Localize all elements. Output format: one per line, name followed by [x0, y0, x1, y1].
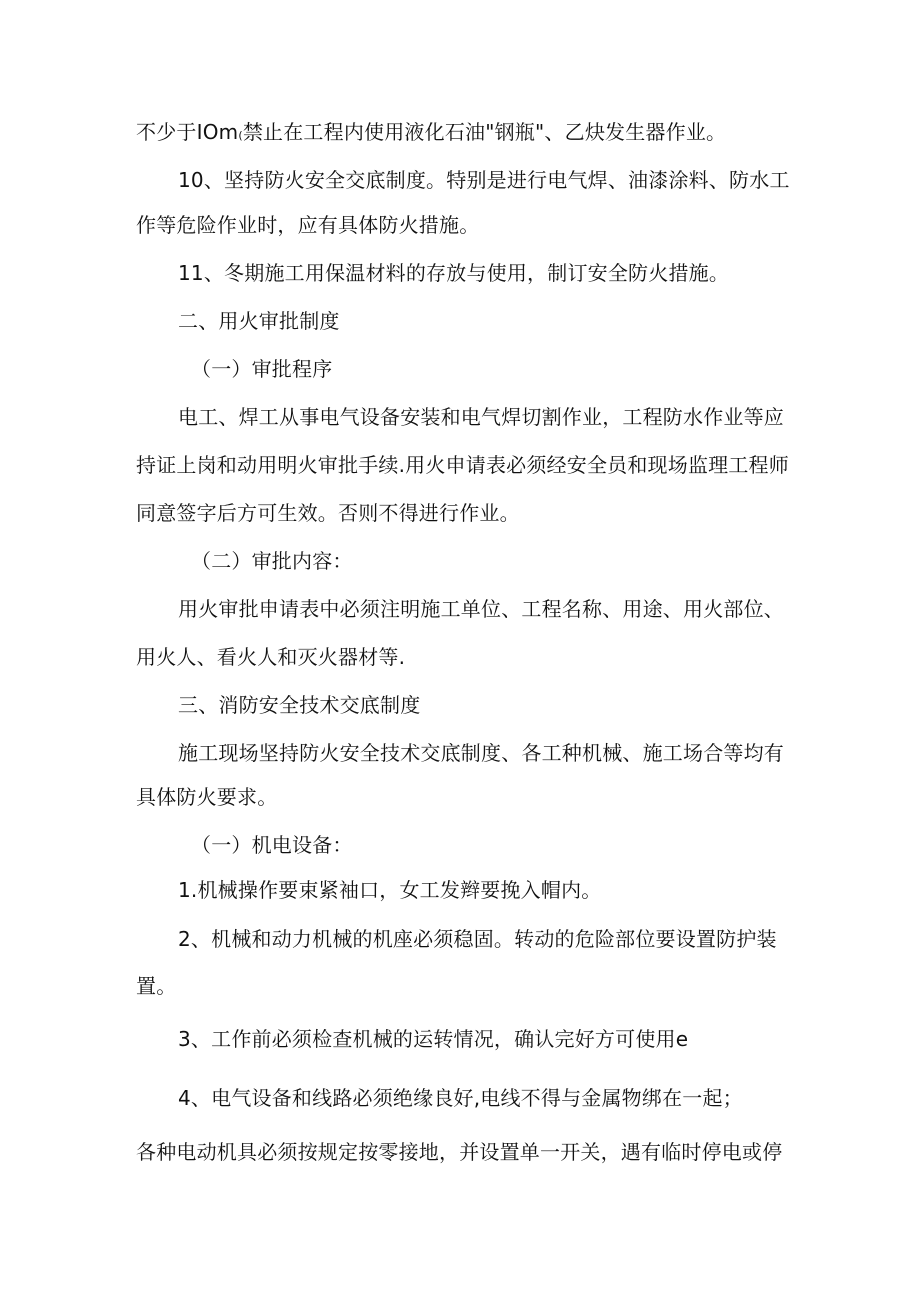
text-line-15: 具体防火要求。 [136, 785, 278, 809]
text-line-19: 置。 [136, 974, 177, 998]
text-line-6: （一）审批程序 [191, 357, 333, 381]
text-line-20: 3、工作前必须检查机械的运转情况，确认完好方可使用e [178, 1027, 689, 1051]
text-line-22: 各种电动机具必须按规定按零接地，并设置单一开关，遇有临时停电或停 [136, 1140, 783, 1164]
text-line-5: 二、用火审批制度 [178, 309, 340, 333]
text-line-12: 用火人、看火人和灭火器材等. [136, 645, 406, 669]
text-line-17: 1.机械操作要束紧袖口，女工发辫要挽入帽内。 [178, 878, 602, 902]
text-line-1 [136, 118, 726, 150]
text-line-14: 施工现场坚持防火安全技术交底制度、各工种机械、施工场合等均有 [178, 741, 784, 765]
text-line-2: 10、坚持防火安全交底制度。特别是进行电气焊、油漆涂料、防水工 [178, 168, 790, 192]
text-line-21: 4、电气设备和线路必须绝缘良好,电线不得与金属物绑在一起； [178, 1086, 743, 1110]
text-line-1a: 不少于IOm [136, 120, 239, 144]
text-line-4: 11、冬期施工用保温材料的存放与使用，制订安全防火措施。 [178, 261, 730, 285]
text-line-18: 2、机械和动力机械的机座必须稳固。转动的危险部位要设置防护装 [178, 927, 777, 951]
text-line-1b: 禁止在工程内使用液化石油"钢瓶"、乙炔发生器作业。 [242, 120, 727, 144]
text-line-11: 用火审批申请表中必须注明施工单位、工程名称、用途、用火部位、 [178, 597, 784, 621]
text-line-10: （二）审批内容： [191, 549, 353, 573]
text-line-13: 三、消防安全技术交底制度 [178, 693, 421, 717]
text-line-1-paren: ( [238, 129, 243, 142]
text-line-9: 同意签字后方可生效。否则不得进行作业。 [136, 501, 520, 525]
text-line-8: 持证上岗和动用明火审批手续.用火申请表必须经安全员和现场监理工程师 [136, 453, 789, 477]
text-line-7: 电工、焊工从事电气设备安装和电气焊切割作业，工程防水作业等应 [178, 405, 784, 429]
text-line-16: （一）机电设备： [191, 833, 353, 857]
text-line-3: 作等危险作业时，应有具体防火措施。 [136, 213, 480, 237]
